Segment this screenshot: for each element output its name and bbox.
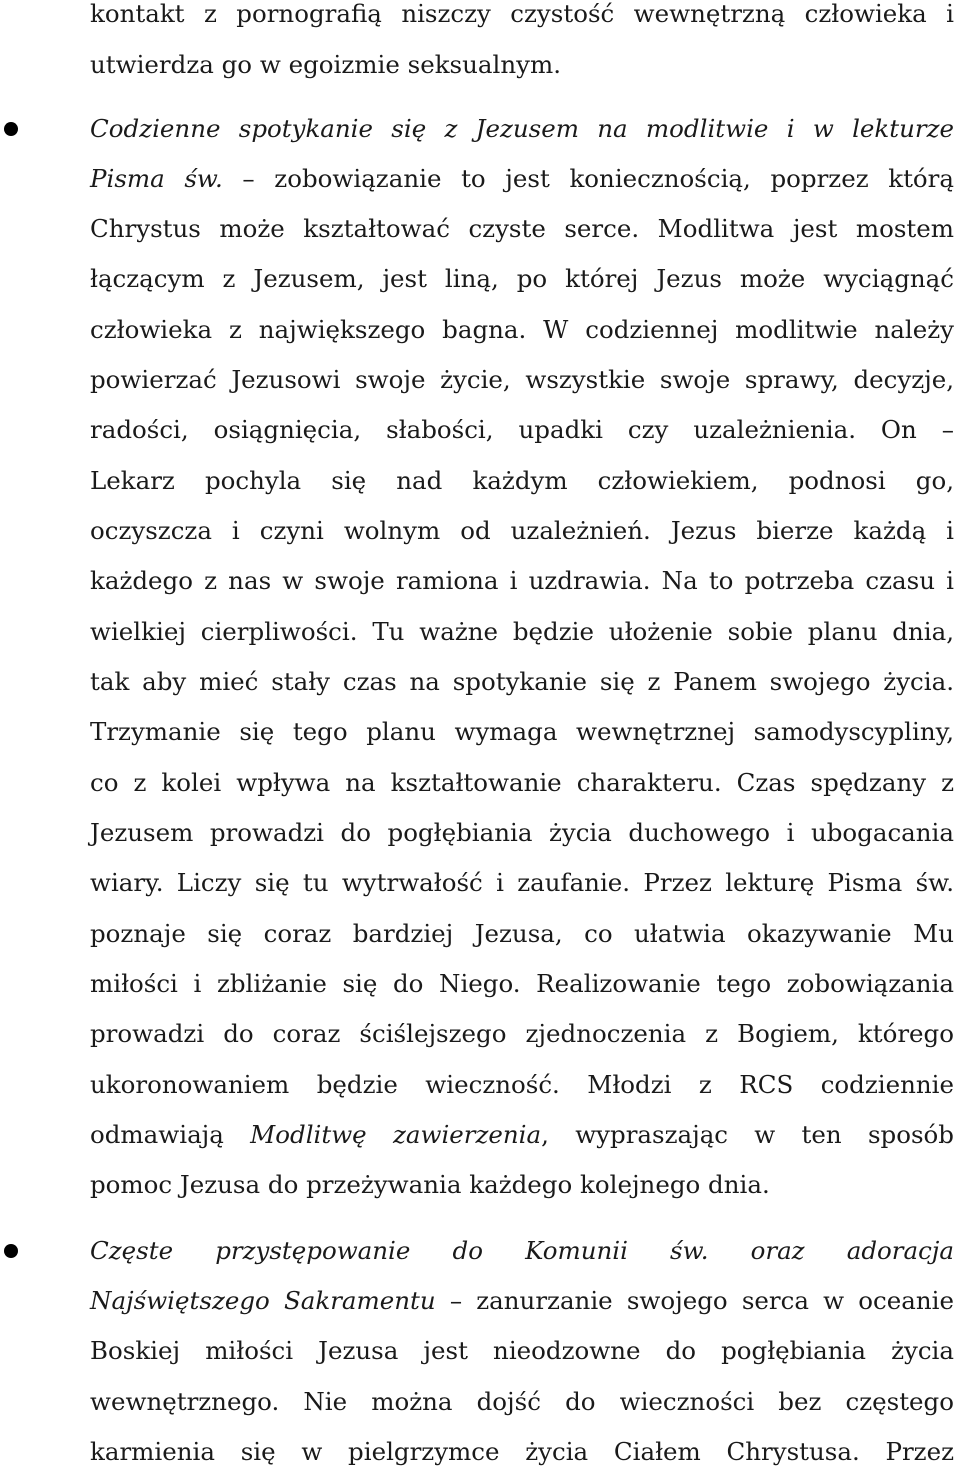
item1-line: człowieka z największego bagna. W codziennej modlitwie należy <box>90 315 954 344</box>
item1-line: radości, osiągnięcia, słabości, upadki czy uzależnienia. On – <box>90 415 954 444</box>
item1-line: wiary. Liczy się tu wytrwałość i zaufanie. Przez lekturę Pisma św. <box>90 868 954 897</box>
item2-line: karmienia się w pielgrzymce życia Ciałem Chrystusa. Przez <box>90 1437 954 1466</box>
item1-title-line-1: Codzienne spotykanie się z Jezusem na modlitwie i w lekturze <box>90 114 954 143</box>
item1-penult-before: odmawiają <box>90 1120 251 1149</box>
item1-penult-after: , wypraszając w ten sposób <box>541 1120 954 1149</box>
item1-title-rest: – zobowiązanie to jest koniecznością, poprzez którą <box>222 164 954 193</box>
item1-line: Jezusem prowadzi do pogłębiania życia duchowego i ubogacania <box>90 818 954 847</box>
item1-line: co z kolei wpływa na kształtowanie charakteru. Czas spędzany z <box>90 768 954 797</box>
item2-title-rest: – zanurzanie swojego serca w oceanie <box>435 1286 954 1315</box>
bullet-item-2 <box>4 1244 18 1258</box>
item1-line: ukoronowaniem będzie wieczność. Młodzi z RCS codziennie <box>90 1070 954 1099</box>
item2-line: wewnętrznego. Nie można dojść do wieczności bez częstego <box>90 1387 954 1416</box>
item1-line: oczyszcza i czyni wolnym od uzależnień. Jezus bierze każdą i <box>90 516 954 545</box>
item1-line: miłości i zbliżanie się do Niego. Realizowanie tego zobowiązania <box>90 969 954 998</box>
item2-line: Boskiej miłości Jezusa jest nieodzowne do pogłębiania życia <box>90 1336 954 1365</box>
item1-title-italic: Pisma św. <box>90 164 223 193</box>
item1-line: wielkiej cierpliwości. Tu ważne będzie ułożenie sobie planu dnia, <box>90 617 954 646</box>
item1-line: łączącym z Jezusem, jest liną, po której Jezus może wyciągnąć <box>90 264 954 293</box>
item1-line: tak aby mieć stały czas na spotykanie się z Panem swojego życia. <box>90 667 954 696</box>
item1-penultimate-line <box>90 1110 954 1160</box>
continuation-line-1: kontakt z pornografią niszczy czystość wewnętrzną człowieka i <box>90 0 954 28</box>
item2-title-line-2 <box>90 1276 954 1326</box>
bullet-item-1 <box>4 122 18 136</box>
item1-line: każdego z nas w swoje ramiona i uzdrawia. Na to potrzeba czasu i <box>90 566 954 595</box>
item1-line: powierzać Jezusowi swoje życie, wszystkie swoje sprawy, decyzje, <box>90 365 954 394</box>
item1-line: poznaje się coraz bardziej Jezusa, co ułatwia okazywanie Mu <box>90 919 954 948</box>
continuation-line-2: utwierdza go w egoizmie seksualnym. <box>90 50 561 79</box>
item1-line: Chrystus może kształtować czyste serce. Modlitwa jest mostem <box>90 214 954 243</box>
item1-last-line: pomoc Jezusa do przeżywania każdego kolejnego dnia. <box>90 1170 770 1199</box>
item1-title-line-2 <box>90 154 954 204</box>
item2-title-italic: Najświętszego Sakramentu <box>90 1286 436 1315</box>
item1-line: Trzymanie się tego planu wymaga wewnętrznej samodyscypliny, <box>90 717 954 746</box>
item2-title-line-1: Częste przystępowanie do Komunii św. oraz adoracja <box>90 1236 954 1265</box>
prayer-title-italic: Modlitwę zawierzenia <box>250 1120 542 1149</box>
item1-line: prowadzi do coraz ściślejszego zjednoczenia z Bogiem, którego <box>90 1019 954 1048</box>
item1-line: Lekarz pochyla się nad każdym człowiekiem, podnosi go, <box>90 466 954 495</box>
